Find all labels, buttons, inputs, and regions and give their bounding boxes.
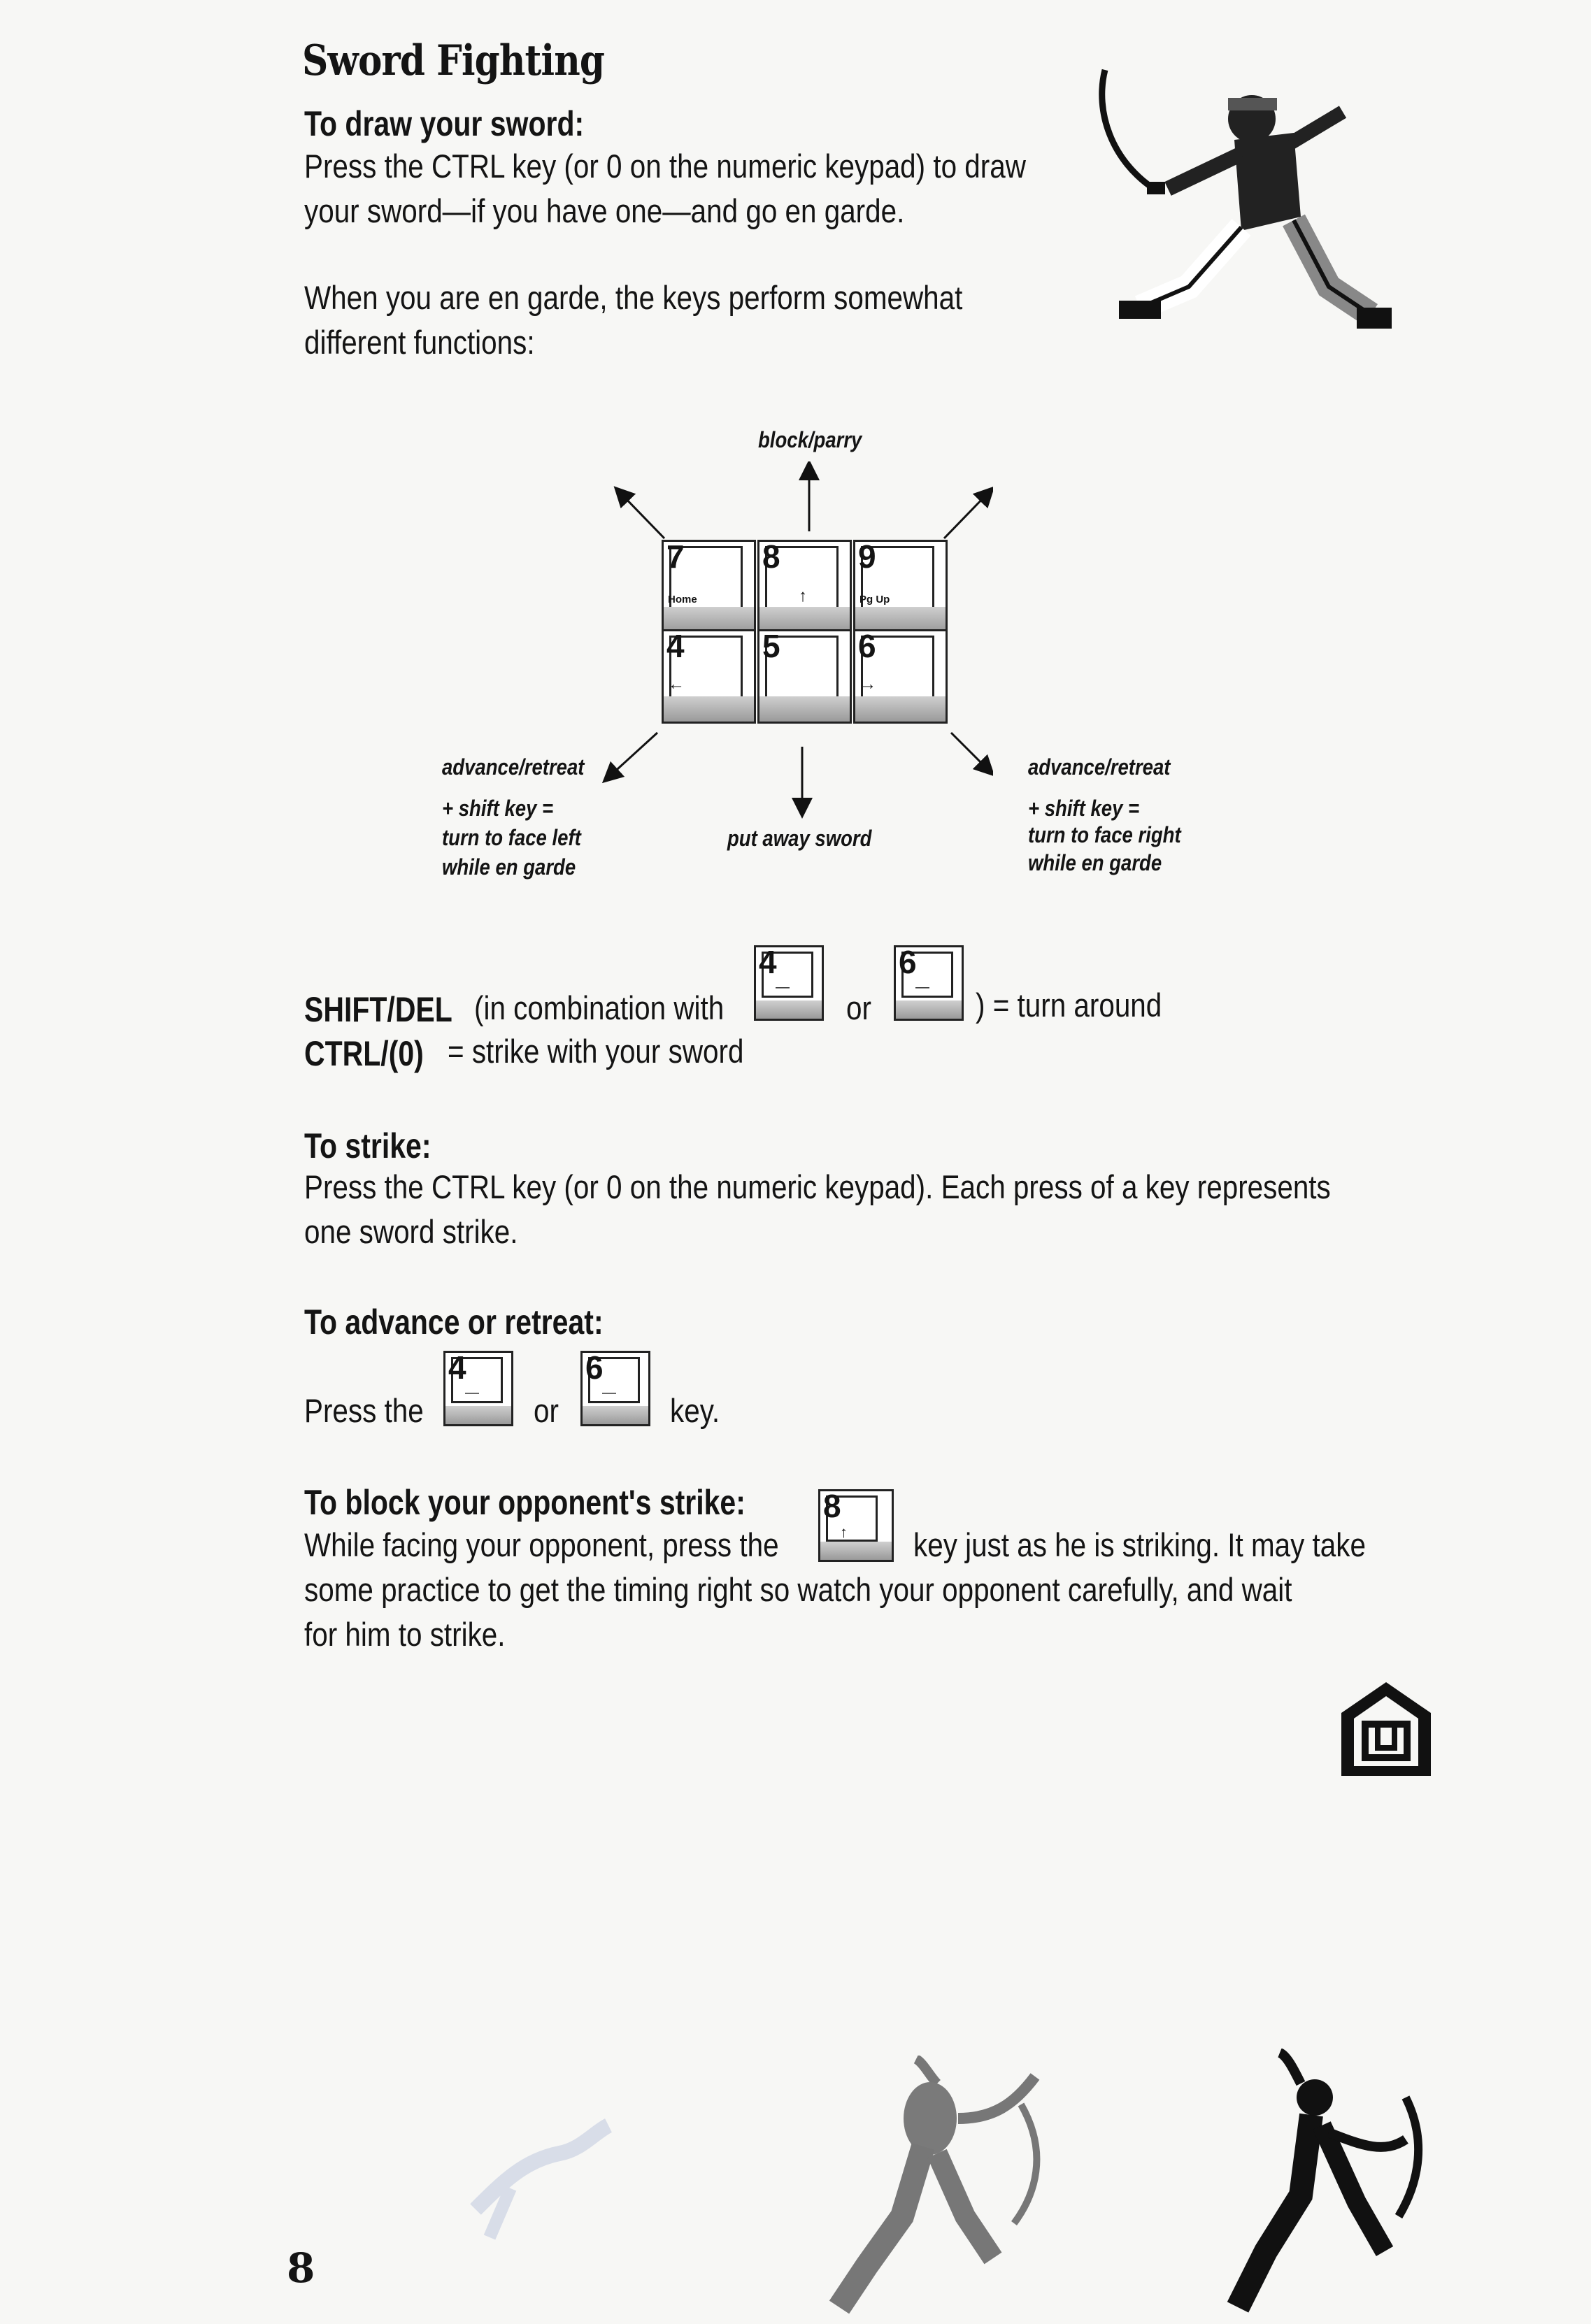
faded-figure-illustration (448, 2083, 629, 2265)
inline-key-4-a: 4 ― (754, 945, 824, 1021)
right-note-1: + shift key = (1028, 796, 1140, 821)
left-note-1: + shift key = (442, 796, 554, 821)
block-line-2: some practice to get the timing right so watch your opponent carefully, and wait (304, 1571, 1292, 1608)
key-9: 9 Pg Up (853, 540, 948, 634)
block-heading: To block your opponent's strike: (304, 1483, 745, 1522)
right-note-3: while en garde (1028, 850, 1162, 875)
inline-key-4-b: 4 ― (443, 1351, 513, 1426)
swordsman-illustration (1091, 56, 1413, 350)
left-advance-label: advance/retreat (442, 754, 585, 780)
draw-heading: To draw your sword: (304, 104, 585, 143)
arrow-down-left (610, 733, 657, 776)
block-line-3: for him to strike. (304, 1616, 506, 1653)
key-4: 4 ← (662, 629, 756, 724)
inline-key-6-b: 6 ― (580, 1351, 650, 1426)
advance-heading: To advance or retreat: (304, 1303, 604, 1342)
put-away-label: put away sword (727, 826, 872, 851)
strike-line-2: one sword strike. (304, 1213, 518, 1250)
block-line-1b: key just as he is striking. It may take (913, 1526, 1366, 1563)
block-line-1a: While facing your opponent, press the (304, 1526, 779, 1563)
key-5: 5 (757, 629, 852, 724)
advance-press: Press the (304, 1392, 424, 1429)
left-note-3: while en garde (442, 854, 576, 880)
page-number: 8 (287, 2244, 315, 2292)
advance-or: or (534, 1392, 559, 1429)
inline-key-6-a: 6 ― (894, 945, 964, 1021)
shift-text-2: ) = turn around (976, 987, 1162, 1024)
right-advance-label: advance/retreat (1028, 754, 1171, 780)
ctrl-key-label: CTRL/(0) (304, 1034, 424, 1073)
arrow-down-right (951, 733, 987, 769)
key-7: 7 Home (662, 540, 756, 634)
draw-line-3: When you are en garde, the keys perform somewhat (304, 279, 963, 316)
shift-key-label: SHIFT/DEL (304, 990, 452, 1029)
leaping-figure-dark-illustration (1217, 2049, 1441, 2321)
draw-line-1: Press the CTRL key (or 0 on the numeric keypad) to draw (304, 148, 1026, 185)
block-parry-label: block/parry (758, 427, 862, 452)
arrow-up-left (621, 494, 664, 538)
strike-line-1: Press the CTRL key (or 0 on the numeric keypad). Each press of a key represents (304, 1168, 1331, 1205)
keypad (662, 540, 955, 729)
home-icon[interactable] (1337, 1678, 1435, 1780)
leaping-figure-gray-illustration (825, 2056, 1063, 2321)
arrow-up-right (944, 494, 987, 538)
ctrl-text: = strike with your sword (448, 1033, 744, 1070)
draw-line-4: different functions: (304, 324, 535, 361)
shift-or: or (846, 989, 871, 1026)
left-note-2: turn to face left (442, 825, 581, 850)
key-8: 8 ↑ (757, 540, 852, 634)
inline-key-8: 8 ↑ (818, 1489, 894, 1562)
section-title: Sword Fighting (302, 36, 605, 85)
right-note-2: turn to face right (1028, 822, 1181, 847)
draw-line-2: your sword—if you have one—and go en garde. (304, 192, 905, 229)
strike-heading: To strike: (304, 1126, 431, 1165)
key-6: 6 → (853, 629, 948, 724)
advance-key-word: key. (670, 1392, 720, 1429)
shift-text-1: (in combination with (474, 989, 725, 1026)
